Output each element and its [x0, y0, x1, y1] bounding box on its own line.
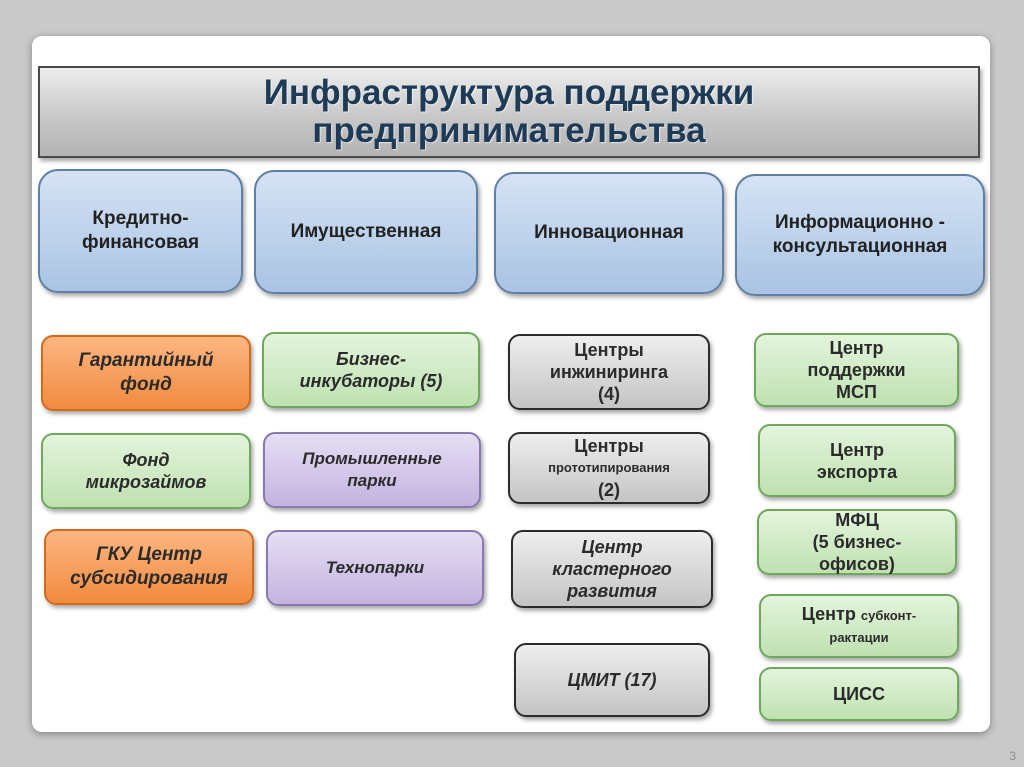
- export-center: Центр экспорта: [758, 424, 956, 497]
- category-property: Имущественная: [254, 170, 478, 294]
- subcontracting-center: [759, 594, 959, 658]
- subcontracting-line2: рактации: [829, 630, 889, 645]
- business-incubators: Бизнес- инкубаторы (5): [262, 332, 480, 408]
- slide-title: Инфраструктура поддержки предпринимательства: [263, 73, 755, 150]
- category-innovation: Инновационная: [494, 172, 724, 294]
- prototyping-centers-line2: прототипирования: [548, 460, 670, 475]
- category-info-consulting: Информационно - консультационная: [735, 174, 985, 296]
- prototyping-centers-line3: (2): [598, 480, 620, 500]
- title-banner: [38, 66, 980, 158]
- page-number: 3: [1009, 749, 1016, 763]
- subcontracting-line1: Центр субконт-: [801, 604, 917, 624]
- category-credit-financial: Кредитно- финансовая: [38, 169, 243, 293]
- cluster-development-center: Центр кластерного развития: [511, 530, 713, 608]
- subsidy-center: ГКУ Центр субсидирования: [44, 529, 254, 605]
- guarantee-fund: Гарантийный фонд: [41, 335, 251, 411]
- ciss: ЦИСС: [759, 667, 959, 721]
- industrial-parks: Промышленные парки: [263, 432, 481, 508]
- engineering-centers: Центры инжиниринга (4): [508, 334, 710, 410]
- prototyping-centers: [508, 432, 710, 504]
- technoparks: Технопарки: [266, 530, 484, 606]
- cmit: ЦМИТ (17): [514, 643, 710, 717]
- microloan-fund: Фонд микрозаймов: [41, 433, 251, 509]
- prototyping-centers-line1: Центры: [574, 436, 644, 456]
- mfc-center: МФЦ (5 бизнес- офисов): [757, 509, 957, 575]
- sme-support-center: Центр поддержки МСП: [754, 333, 959, 407]
